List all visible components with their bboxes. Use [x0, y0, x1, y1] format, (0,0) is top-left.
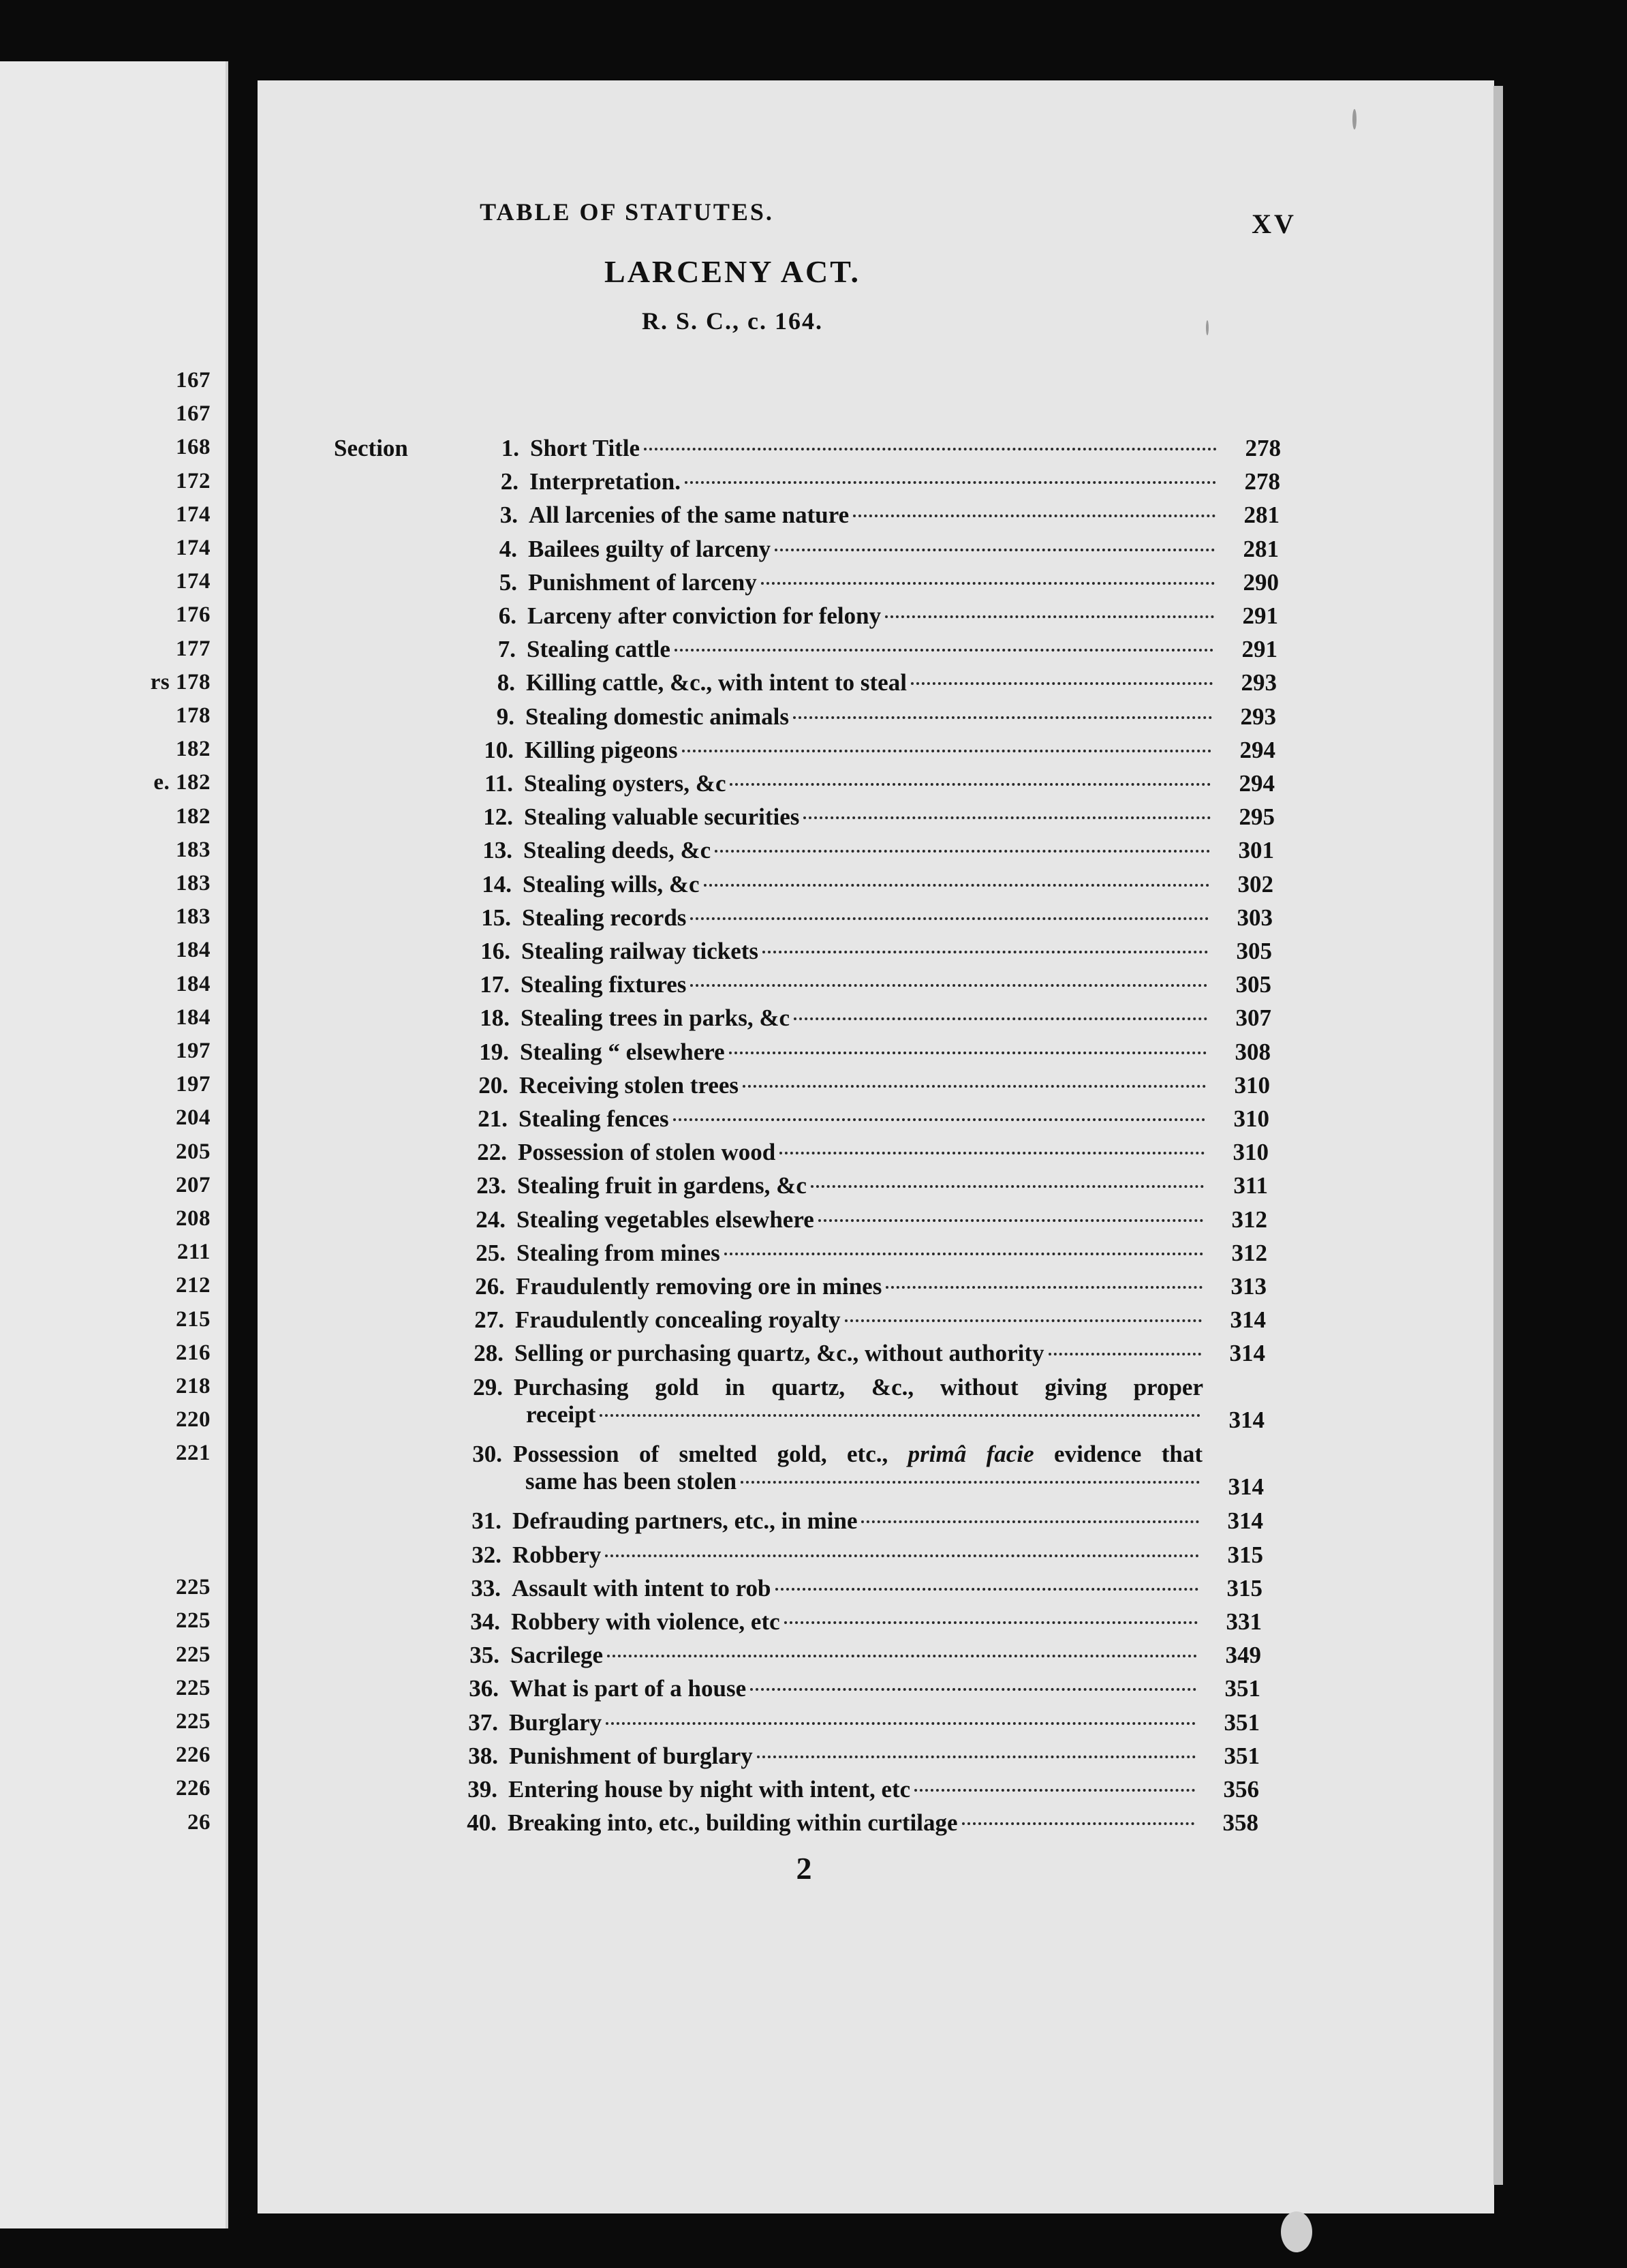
section-number: 35. — [469, 1642, 499, 1668]
section-number: 31. — [471, 1507, 501, 1534]
section-row — [468, 536, 1279, 568]
section-entry — [513, 1441, 1203, 1495]
section-title: Stealing trees in parks, &c — [521, 1005, 790, 1031]
section-number: 22. — [477, 1139, 507, 1165]
section-title: Stealing fruit in gardens, &c — [517, 1172, 807, 1199]
section-entry — [521, 938, 1211, 965]
section-page-ref: 349 — [1225, 1642, 1261, 1668]
section-entry — [512, 1507, 1202, 1535]
section-entry — [520, 1039, 1209, 1066]
section-number: 9. — [496, 703, 514, 730]
dot-leader — [729, 1052, 1207, 1054]
section-row — [452, 1507, 1263, 1540]
section-entry — [525, 703, 1215, 731]
section-title: Stealing oysters, &c — [524, 770, 726, 797]
section-row — [456, 1206, 1267, 1239]
left-page-ref: 226 — [176, 1776, 211, 1800]
section-title: Punishment of burglary — [509, 1743, 753, 1769]
dot-leader — [811, 1185, 1204, 1188]
section-title: Short Title — [530, 435, 640, 461]
section-entry — [523, 871, 1212, 898]
section-row — [469, 468, 1280, 501]
section-entry — [516, 1273, 1205, 1300]
section-page-ref: 291 — [1242, 602, 1278, 629]
left-page-ref: 215 — [176, 1307, 211, 1332]
left-page-ref: 178 — [176, 703, 211, 728]
section-number: 10. — [484, 737, 514, 763]
section-page-ref: 310 — [1233, 1105, 1269, 1132]
section-title: Entering house by night with intent, etc — [508, 1776, 911, 1803]
section-row — [463, 837, 1274, 870]
dot-leader — [775, 549, 1215, 551]
section-title: Stealing vegetables elsewhere — [516, 1206, 814, 1233]
section-row — [461, 938, 1272, 970]
section-entry — [509, 1743, 1198, 1770]
section-number: 14. — [482, 871, 512, 898]
section-row — [452, 1575, 1262, 1608]
section-row — [456, 1273, 1267, 1306]
scan-speck — [1281, 2211, 1312, 2252]
left-page-ref: 225 — [176, 1608, 211, 1633]
section-row — [463, 871, 1273, 904]
dot-leader — [818, 1219, 1203, 1222]
signature-mark: 2 — [796, 1851, 812, 1886]
section-title: Larceny after conviction for felony — [527, 602, 882, 629]
left-page-ref: 174 — [176, 502, 211, 527]
section-title: Fraudulently removing ore in mines — [516, 1273, 882, 1300]
section-entry — [527, 602, 1217, 630]
section-number: 33. — [471, 1575, 501, 1602]
section-number: 28. — [474, 1340, 503, 1366]
section-row — [453, 1441, 1264, 1506]
section-number: 11. — [484, 770, 513, 797]
section-page-ref: 314 — [1230, 1306, 1266, 1333]
section-number: 20. — [478, 1072, 508, 1099]
section-page-ref: 314 — [1228, 1407, 1265, 1433]
section-page-ref: 314 — [1227, 1507, 1263, 1534]
section-row — [457, 1172, 1268, 1205]
dot-leader — [793, 716, 1212, 719]
section-title-continuation — [514, 1401, 1203, 1428]
section-number: 24. — [476, 1206, 506, 1233]
left-page-ref: 197 — [176, 1039, 211, 1063]
section-number: 39. — [467, 1776, 497, 1803]
left-page-ref: 204 — [176, 1105, 211, 1130]
left-page-ref: 225 — [176, 1676, 211, 1700]
left-page-ref: 216 — [176, 1340, 211, 1365]
dot-leader — [779, 1152, 1205, 1154]
dot-leader — [673, 1118, 1205, 1121]
dot-leader — [743, 1085, 1206, 1088]
dot-leader — [911, 682, 1213, 685]
section-row — [461, 1005, 1271, 1037]
section-row — [449, 1709, 1260, 1742]
dot-leader — [845, 1319, 1202, 1322]
left-page-ref: 208 — [176, 1206, 211, 1231]
left-page-ref: 177 — [176, 637, 211, 661]
section-title: Stealing wills, &c — [523, 871, 700, 898]
section-row — [458, 1139, 1269, 1171]
section-title: Punishment of larceny — [528, 569, 757, 596]
act-citation: R. S. C., c. 164. — [642, 307, 823, 335]
section-row — [451, 1608, 1262, 1641]
dot-leader — [606, 1722, 1196, 1725]
section-row — [466, 669, 1277, 702]
section-entry — [512, 1575, 1201, 1602]
section-entry — [517, 1172, 1207, 1199]
left-page-ref: 221 — [176, 1441, 211, 1465]
section-entry — [508, 1776, 1198, 1803]
section-number: 16. — [480, 938, 510, 964]
section-title-line — [514, 1374, 1203, 1401]
dot-leader — [750, 1688, 1196, 1691]
left-page-ref: 184 — [176, 972, 211, 996]
section-title: Possession of stolen wood — [518, 1139, 776, 1165]
section-page-ref: 303 — [1237, 904, 1273, 931]
left-page-ref: 184 — [176, 1005, 211, 1030]
section-title: Killing cattle, &c., with intent to steal — [526, 669, 907, 696]
section-title: Receiving stolen trees — [519, 1072, 739, 1099]
section-number: 32. — [471, 1542, 501, 1568]
section-entry — [516, 1206, 1206, 1233]
left-page-ref: 168 — [176, 435, 211, 459]
left-page-ref: 183 — [176, 904, 211, 929]
section-page-ref: 331 — [1226, 1608, 1262, 1635]
left-page-ref: 182 — [176, 804, 211, 829]
section-row — [455, 1306, 1266, 1339]
section-entry — [514, 1340, 1204, 1367]
section-number: 37. — [468, 1709, 498, 1736]
dot-leader — [682, 750, 1211, 752]
section-row — [452, 1542, 1263, 1574]
section-row — [334, 435, 1281, 468]
section-page-ref: 305 — [1236, 938, 1272, 964]
dot-leader — [914, 1789, 1195, 1792]
section-title: All larcenies of the same nature — [529, 502, 850, 528]
section-number: 40. — [467, 1809, 497, 1836]
section-title: Stealing deeds, &c — [523, 837, 711, 863]
scan-speck — [1206, 320, 1209, 335]
section-page-ref: 351 — [1224, 1743, 1260, 1769]
left-page-ref: 26 — [187, 1810, 211, 1835]
dot-leader — [757, 1756, 1196, 1758]
section-title: Sacrilege — [510, 1642, 604, 1668]
section-number: 19. — [479, 1039, 509, 1065]
section-entry — [519, 1072, 1209, 1099]
section-row — [468, 569, 1279, 602]
section-page-ref: 315 — [1227, 1542, 1263, 1568]
section-number: 29. — [473, 1374, 503, 1400]
section-number: 2. — [500, 468, 518, 495]
section-title: Stealing fences — [518, 1105, 669, 1132]
left-page-ref: 225 — [176, 1709, 211, 1734]
section-entry — [518, 1105, 1208, 1133]
section-title-cont: same has been stolen — [525, 1468, 737, 1495]
left-page-ref: e. 182 — [153, 770, 211, 795]
section-number: 12. — [483, 803, 513, 830]
section-page-ref: 305 — [1235, 971, 1271, 998]
section-page-ref: 301 — [1238, 837, 1274, 863]
section-row — [467, 602, 1278, 635]
left-page-ref: 225 — [176, 1575, 211, 1599]
section-entry — [526, 669, 1215, 696]
left-page-ref: 183 — [176, 838, 211, 862]
section-title-italic: primâ facie — [908, 1441, 1034, 1467]
dot-leader — [775, 1588, 1198, 1591]
section-title: Stealing from mines — [516, 1240, 720, 1266]
section-number: 34. — [470, 1608, 500, 1635]
section-row — [449, 1743, 1260, 1775]
dot-leader — [704, 884, 1209, 887]
left-page-ref: 218 — [176, 1374, 211, 1398]
section-page-ref: 293 — [1241, 669, 1277, 696]
left-page-ref: 174 — [176, 569, 211, 594]
section-page-ref: 290 — [1243, 569, 1279, 596]
section-page-ref: 294 — [1239, 737, 1275, 763]
left-page-ref: 182 — [176, 737, 211, 761]
section-number: 6. — [498, 602, 516, 629]
section-entry — [514, 1374, 1203, 1428]
page-numeral: XV — [1252, 209, 1297, 239]
left-page-ref: 167 — [176, 368, 211, 393]
section-entry — [521, 1005, 1210, 1032]
section-title: Stealing records — [522, 904, 687, 931]
section-page-ref: 307 — [1235, 1005, 1271, 1031]
section-page-ref: 312 — [1231, 1206, 1267, 1233]
section-row — [459, 1105, 1269, 1138]
dot-leader — [886, 1286, 1203, 1289]
section-number: 8. — [497, 669, 515, 696]
section-row — [456, 1240, 1267, 1272]
section-title-line — [513, 1441, 1203, 1468]
section-row — [450, 1675, 1260, 1708]
section-page-ref: 278 — [1245, 435, 1281, 461]
section-number: 13. — [482, 837, 512, 863]
section-number: 38. — [468, 1743, 498, 1769]
section-title: Selling or purchasing quartz, &c., without authority — [514, 1340, 1044, 1366]
dot-leader — [607, 1655, 1197, 1657]
left-page-ref: 183 — [176, 871, 211, 895]
section-page-ref: 310 — [1234, 1072, 1270, 1099]
section-entry — [527, 636, 1216, 663]
dot-leader — [644, 448, 1217, 450]
section-title: Breaking into, etc., building within curtilage — [508, 1809, 958, 1836]
dot-leader — [885, 615, 1214, 618]
section-entry — [530, 435, 1220, 462]
section-entry — [524, 770, 1213, 797]
section-row — [464, 770, 1275, 803]
dot-leader — [962, 1822, 1194, 1825]
section-page-ref: 356 — [1223, 1776, 1259, 1803]
section-row — [448, 1809, 1258, 1842]
section-entry — [528, 569, 1218, 596]
section-entry — [512, 1542, 1202, 1569]
section-entry — [518, 1139, 1207, 1166]
left-page-ref: 207 — [176, 1173, 211, 1197]
section-page-ref: 294 — [1239, 770, 1275, 797]
dot-leader — [794, 1017, 1207, 1020]
section-title: Robbery — [512, 1542, 602, 1568]
section-row — [448, 1776, 1259, 1809]
left-page-ref: 172 — [176, 469, 211, 493]
left-page-ref: 167 — [176, 401, 211, 426]
section-title: Stealing valuable securities — [524, 803, 800, 830]
dot-leader — [600, 1414, 1200, 1417]
section-title: Robbery with violence, etc — [511, 1608, 780, 1635]
section-title: Stealing fixtures — [521, 971, 687, 998]
section-title: Stealing “ elsewhere — [520, 1039, 725, 1065]
section-row — [465, 703, 1276, 736]
section-number: 27. — [474, 1306, 504, 1333]
section-title-cont: receipt — [526, 1401, 596, 1428]
section-page-ref: 314 — [1228, 1473, 1264, 1500]
section-title: Assault with intent to rob — [512, 1575, 771, 1602]
section-title: Stealing domestic animals — [525, 703, 789, 730]
dot-leader — [1049, 1353, 1201, 1355]
section-page-ref: 313 — [1230, 1273, 1267, 1300]
section-page-ref: 315 — [1226, 1575, 1262, 1602]
section-number: 15. — [481, 904, 511, 931]
dot-leader — [853, 515, 1215, 517]
section-entry — [510, 1675, 1199, 1702]
section-title: Burglary — [509, 1709, 602, 1736]
section-number: 1. — [501, 435, 519, 461]
section-entry — [515, 1306, 1205, 1334]
section-number: 5. — [499, 569, 517, 596]
section-page-ref: 314 — [1229, 1340, 1265, 1366]
section-number: 21. — [478, 1105, 508, 1132]
running-title: TABLE OF STATUTES. — [480, 198, 774, 226]
section-row — [469, 502, 1280, 534]
section-number: 36. — [469, 1675, 499, 1702]
section-label: Section — [334, 435, 408, 461]
dot-leader — [761, 582, 1215, 585]
section-number: 17. — [480, 971, 510, 998]
dot-leader — [784, 1621, 1198, 1624]
dot-leader — [730, 783, 1211, 786]
section-page-ref: 295 — [1239, 803, 1275, 830]
left-page-ref: rs 178 — [150, 670, 211, 694]
section-row — [467, 636, 1277, 669]
section-row — [454, 1374, 1265, 1439]
left-page-ref: 184 — [176, 938, 211, 962]
left-page-ref: 176 — [176, 602, 211, 627]
section-page-ref: 312 — [1231, 1240, 1267, 1266]
section-entry — [524, 803, 1213, 831]
left-page-ref: 174 — [176, 536, 211, 560]
dot-leader — [605, 1554, 1199, 1557]
left-page-ref: 197 — [176, 1072, 211, 1097]
left-page-ref: 225 — [176, 1642, 211, 1667]
section-number: 23. — [476, 1172, 506, 1199]
section-number: 30. — [472, 1441, 502, 1467]
left-page-ref: 211 — [176, 1240, 211, 1264]
section-entry — [508, 1809, 1197, 1837]
section-entry — [523, 837, 1213, 864]
dot-leader — [690, 984, 1207, 987]
scan-speck — [1352, 109, 1357, 129]
dot-leader — [741, 1481, 1200, 1484]
section-entry — [529, 468, 1219, 495]
section-row — [460, 1039, 1271, 1071]
section-page-ref: 281 — [1243, 536, 1279, 562]
section-title: Bailees guilty of larceny — [528, 536, 771, 562]
section-title: Stealing railway tickets — [521, 938, 759, 964]
section-title-continuation — [513, 1468, 1203, 1495]
section-number: 25. — [476, 1240, 506, 1266]
section-page-ref: 278 — [1244, 468, 1280, 495]
left-page-ref: 226 — [176, 1743, 211, 1767]
dot-leader — [762, 951, 1208, 953]
section-title: Defrauding partners, etc., in mine — [512, 1507, 858, 1534]
section-title-after: evidence that — [1054, 1441, 1203, 1467]
section-entry — [509, 1709, 1198, 1736]
section-row — [454, 1340, 1265, 1373]
section-row — [461, 971, 1271, 1004]
section-page-ref: 291 — [1241, 636, 1277, 662]
section-row — [462, 904, 1273, 937]
section-row — [459, 1072, 1270, 1105]
section-title: Possession of smelted gold, etc., — [513, 1441, 888, 1467]
section-title: Interpretation. — [529, 468, 681, 495]
section-title: Killing pigeons — [525, 737, 678, 763]
section-title: Purchasing gold in quartz, &c., without giving proper — [514, 1374, 1203, 1400]
section-page-ref: 310 — [1233, 1139, 1269, 1165]
dot-leader — [724, 1253, 1203, 1255]
section-entry — [528, 536, 1218, 563]
dot-leader — [861, 1520, 1199, 1523]
section-number: 4. — [499, 536, 517, 562]
section-entry — [525, 737, 1214, 764]
section-entry — [511, 1608, 1200, 1636]
act-title: LARCENY ACT. — [604, 254, 861, 289]
section-entry — [510, 1642, 1200, 1669]
dot-leader — [803, 816, 1211, 819]
section-page-ref: 351 — [1224, 1675, 1260, 1702]
section-title: What is part of a house — [510, 1675, 747, 1702]
section-page-ref: 293 — [1240, 703, 1276, 730]
dot-leader — [690, 917, 1209, 920]
section-entry — [522, 904, 1211, 932]
section-page-ref: 302 — [1237, 871, 1273, 898]
section-page-ref: 311 — [1233, 1172, 1268, 1199]
section-entry — [516, 1240, 1206, 1267]
section-number: 26. — [475, 1273, 505, 1300]
section-number: 7. — [497, 636, 516, 662]
section-number: 3. — [499, 502, 518, 528]
left-page-ref: 205 — [176, 1139, 211, 1164]
section-entry — [529, 502, 1218, 529]
dot-leader — [685, 481, 1216, 484]
section-page-ref: 281 — [1243, 502, 1280, 528]
section-row — [464, 803, 1275, 836]
section-page-ref: 351 — [1224, 1709, 1260, 1736]
section-title: Stealing cattle — [527, 636, 670, 662]
section-entry — [521, 971, 1210, 998]
section-row — [465, 737, 1275, 769]
section-title: Fraudulently concealing royalty — [515, 1306, 841, 1333]
left-page-ref: 220 — [176, 1407, 211, 1432]
section-row — [450, 1642, 1261, 1674]
section-page-ref: 308 — [1235, 1039, 1271, 1065]
section-number: 18. — [480, 1005, 510, 1031]
dot-leader — [675, 649, 1213, 652]
section-page-ref: 358 — [1222, 1809, 1258, 1836]
left-page-ref: 212 — [176, 1273, 211, 1298]
dot-leader — [715, 850, 1210, 853]
